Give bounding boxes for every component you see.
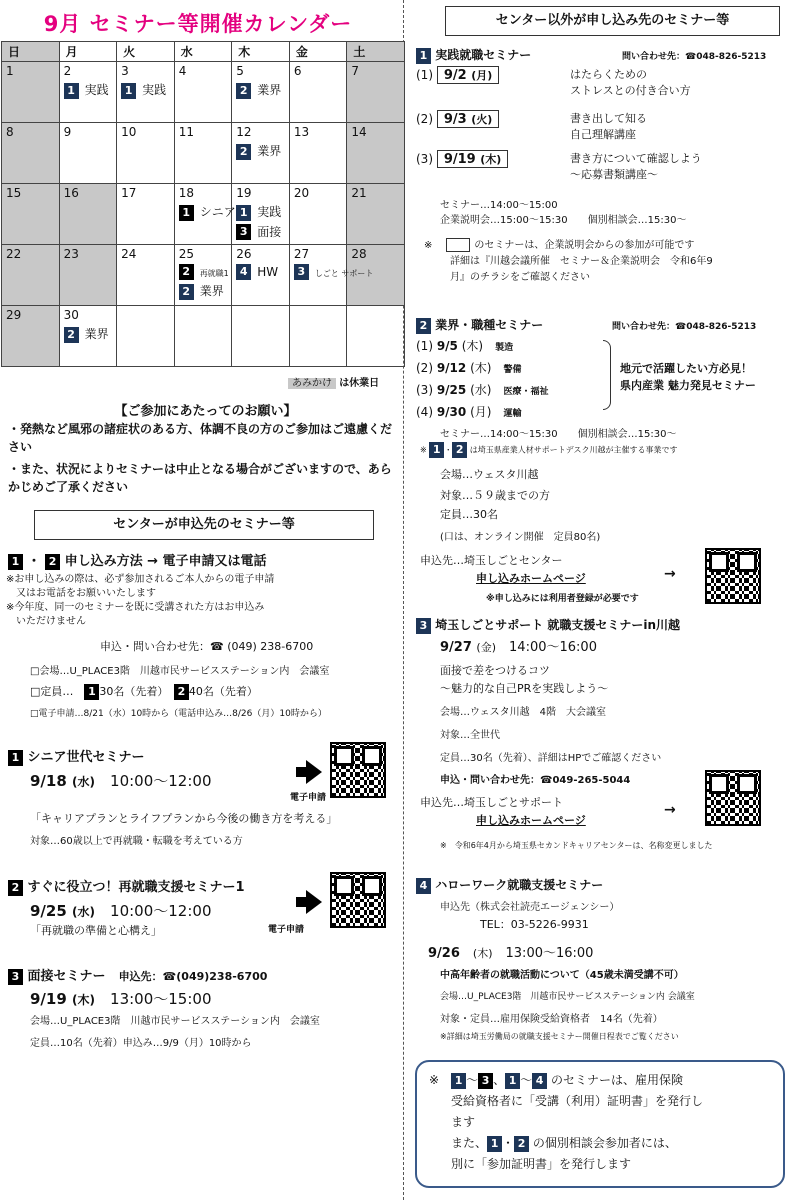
day-number: 30 (63, 308, 79, 322)
apply-method: 1 ・ 2 申し込み方法 → 電子申請又は電話 (8, 550, 267, 570)
calendar (1, 41, 405, 367)
calendar-day (2, 245, 60, 306)
contact-info: 申込・問い合わせ先：☎ (049) 238-6700 (100, 640, 314, 653)
r1-row: (3) 9/19 (木) (416, 150, 508, 168)
r2-row: (3) 9/25 (水) 医療・福祉 (416, 383, 549, 397)
day-number: 25 (178, 247, 194, 261)
seminar-senior-title: 1 シニア世代セミナー (8, 746, 145, 766)
r3-desc: 面接で差をつけるコツ (440, 664, 550, 677)
calendar-day (59, 123, 117, 184)
calendar-event: 3 面接 (236, 223, 285, 241)
day-number: 18 (178, 186, 194, 200)
seminar-senior-date: 9/18 (水) 10:00～12:00 (30, 772, 212, 790)
e-apply-info: □電子申請…8/21（水）10時から（電話申込み…8/26（月）10時から） (30, 709, 327, 719)
r2-online: (口は、オンライン開催 定員80名) (440, 532, 601, 543)
r2-note: ※ 1 ・ 2 は埼玉県産業人材サポートデスク川越が主催する事業です (420, 443, 678, 456)
calendar-header: 金 (289, 42, 347, 62)
calendar-day (174, 62, 232, 123)
r1-row: (1) 9/2 (月) (416, 66, 499, 84)
calendar-day (174, 184, 236, 245)
day-number: 7 (351, 64, 360, 78)
seminar-interview-venue: 会場…U_PLACE3階 川越市民サービスステーション内 会議室 (30, 1016, 320, 1027)
calendar-day (2, 306, 60, 367)
calendar-event: 1 実践 (121, 81, 170, 99)
day-number: 4 (178, 64, 187, 78)
certificate-notice: ※ 1 ～ 3 、 1 ～ 4 のセミナーは、雇用保険 受給資格者に「受講（利用）証明書」を発行し ます また、 1 ・ 2 の個別相談会参加者には、 別に「参加証明書」を発行します (415, 1060, 785, 1188)
legend-swatch: あみかけ (288, 378, 336, 389)
calendar-day (2, 62, 60, 123)
day-number (179, 308, 228, 323)
day-number: 14 (351, 125, 367, 139)
day-number: 28 (351, 247, 367, 261)
day-number (351, 308, 400, 323)
calendar-header: 火 (117, 42, 175, 62)
calendar-day (117, 245, 175, 306)
r4-tel: TEL：03-5226-9931 (480, 918, 589, 931)
calendar-day (2, 123, 60, 184)
day-number: 9 (63, 125, 72, 139)
calendar-day (347, 306, 405, 367)
r4-title: 4 ハローワーク就職支援セミナー (416, 876, 603, 894)
r1-desc: 書き出して知る 自己理解講座 (570, 112, 647, 141)
calendar-day (289, 62, 347, 123)
r3-cap: 定員…30名（先着）、詳細はHPでご確認ください (440, 753, 662, 764)
r2-home-link[interactable]: 申し込みホームページ (476, 572, 586, 585)
e-apply-label: 電子申請 (268, 925, 305, 935)
r4-desc: 中高年齢者の就職活動について（45歳未満受講不可） (440, 970, 684, 981)
calendar-event: 1 実践 (64, 81, 113, 99)
day-number: 15 (6, 186, 22, 200)
calendar-day (232, 184, 290, 245)
r4-date: 9/26 (木) 13:00～16:00 (428, 946, 594, 961)
calendar-header: 水 (174, 42, 232, 62)
calendar-day (347, 123, 405, 184)
r1-note: ※ のセミナーは、企業説明会からの参加が可能です (424, 240, 695, 251)
day-number: 26 (236, 247, 252, 261)
calendar-event: 1 実践 (236, 203, 285, 221)
seminar-senior-desc: 「キャリアプランとライフプランから今後の働き方を考える」 (30, 812, 338, 825)
r3-note: ※ 令和6年4月から埼玉県セカンドキャリアセンターは、名称変更しました (440, 841, 713, 850)
calendar-event: 1 シニア (179, 203, 228, 221)
apply-note: ※今年度、同一のセミナーを既に受講された方はお申込み (6, 602, 265, 613)
calendar-day (117, 306, 175, 367)
qr-code-icon[interactable] (330, 872, 386, 928)
day-number: 10 (121, 125, 137, 139)
day-number: 13 (293, 125, 310, 139)
legend-text: は休業日 (339, 378, 380, 389)
r2-time: セミナー…14:00～15:30 個別相談会…15:30～ (440, 429, 677, 440)
r1-contact: 問い合わせ先：☎048-826-5213 (622, 52, 767, 62)
seminar-interview-title: 3 面接セミナー 申込先：☎(049)238-6700 (8, 965, 267, 985)
day-number: 1 (6, 64, 14, 78)
r2-cap: 定員…30名 (440, 508, 498, 521)
day-number: 8 (6, 125, 14, 139)
day-number: 24 (121, 247, 137, 261)
r2-contact: 問い合わせ先：☎048-826-5213 (612, 322, 757, 332)
arrow-icon: → (664, 802, 676, 818)
r1-desc: 書き方について確認しよう ～応募書類講座～ (570, 152, 702, 181)
r2-row: (1) 9/5 (木) 製造 (416, 339, 514, 353)
calendar-day (59, 184, 117, 245)
day-number: 20 (293, 186, 310, 200)
capacity-info: □定員… 1 30名（先着） 2 40名（先着） (30, 685, 258, 698)
day-number (236, 308, 285, 323)
r3-apply: 申込先…埼玉しごとサポート (420, 796, 563, 809)
r3-title: 3 埼玉しごとサポート 就職支援セミナーin川越 (416, 616, 680, 634)
right-section-title: センター以外が申し込み先のセミナー等 (445, 6, 780, 36)
calendar-event: 3 しごと サポート (294, 264, 343, 280)
day-number: 3 (121, 64, 129, 78)
day-number: 23 (63, 247, 79, 261)
r3-desc: ～魅力的な自己PRを実践しよう～ (440, 682, 609, 695)
calendar-header: 月 (59, 42, 117, 62)
day-number: 2 (63, 64, 72, 78)
notice-item: ・また、状況によりセミナーは中止となる場合がございますので、あらかじめご了承ください (8, 462, 392, 494)
r1-note: 月』のチラシをご確認ください (450, 272, 590, 283)
r2-row: (2) 9/12 (木) 警備 (416, 361, 522, 375)
apply-note: ※お申し込みの際は、必ず参加されるご本人からの電子申請 (6, 574, 275, 585)
calendar-event: 2 業界 (236, 81, 285, 99)
calendar-day (232, 62, 290, 123)
r1-note: 詳細は『川越会議所催 セミナー＆企業説明会 令和6年9 (450, 256, 713, 267)
day-number: 16 (63, 186, 79, 200)
r1-title: 1 実践就職セミナー (416, 46, 531, 64)
calendar-day (117, 184, 175, 245)
r2-title: 2 業界・職種セミナー (416, 316, 543, 334)
calendar-day (59, 245, 117, 306)
day-number (121, 308, 170, 323)
seminar-interview-cap: 定員…10名（先着）申込み…9/9（月）10時から (30, 1038, 252, 1049)
r3-venue: 会場…ウェスタ川越 4階 大会議室 (440, 707, 606, 718)
r2-side: 地元で活躍したい方必見！ (620, 362, 752, 375)
day-number: 22 (6, 247, 22, 261)
seminar-interview-date: 9/19 (木) 13:00～15:00 (30, 990, 212, 1008)
notice-heading: 【ご参加にあたってのお願い】 (114, 404, 297, 419)
bracket (603, 340, 611, 410)
r4-note: ※詳細は埼玉労働局の就職支援セミナー開催日程表でご覧ください (440, 1032, 679, 1041)
day-number: 6 (293, 64, 302, 78)
page-title: 9月 セミナー等開催カレンダー (43, 12, 353, 36)
r3-date: 9/27 (金) 14:00～16:00 (440, 640, 597, 655)
day-number: 17 (121, 186, 137, 200)
day-number: 12 (236, 125, 252, 139)
calendar-day (232, 245, 290, 306)
calendar-day (117, 62, 175, 123)
qr-code-icon[interactable] (330, 742, 386, 798)
r4-venue: 会場…U_PLACE3階 川越市民サービスステーション内 会議室 (440, 992, 695, 1002)
r2-venue: 会場…ウェスタ川越 (440, 468, 539, 481)
apply-note: いただけません (16, 616, 86, 627)
r3-contact: 申込・問い合わせ先：☎049-265-5044 (440, 775, 631, 786)
r1-time2: 企業説明会…15:00～15:30 個別相談会…15:30～ (440, 215, 687, 226)
calendar-event: 2 再就職1 (179, 264, 228, 280)
day-number: 21 (351, 186, 367, 200)
calendar-event: 2 業界 (236, 142, 285, 160)
calendar-event: 2 業界 (179, 282, 228, 300)
calendar-header: 木 (232, 42, 290, 62)
calendar-day (59, 62, 117, 123)
calendar-day (174, 306, 232, 367)
arrow-icon (306, 760, 322, 784)
r2-target: 対象…５９歳までの方 (440, 489, 550, 502)
calendar-event: 2 業界 (64, 325, 113, 343)
r2-reg: ※申し込みには利用者登録が必要です (486, 594, 639, 604)
r3-target: 対象…全世代 (440, 730, 500, 741)
calendar-header: 土 (347, 42, 405, 62)
seminar-reemploy-title: 2 すぐに役立つ！再就職支援セミナー1 (8, 876, 245, 896)
r3-home-link[interactable]: 申し込みホームページ (476, 814, 586, 827)
notice-item: ・発熱など風邪の諸症状のある方、体調不良の方のご参加はご遠慮ください (8, 422, 393, 454)
e-apply-label: 電子申請 (290, 793, 327, 803)
left-section-title: センターが申込先のセミナー等 (34, 510, 374, 540)
r1-desc: はたらくための ストレスとの付き合い方 (570, 68, 691, 97)
calendar-day (117, 123, 175, 184)
calendar-header: 日 (2, 42, 60, 62)
r1-time: セミナー…14:00～15:00 (440, 200, 558, 211)
calendar-day (174, 123, 232, 184)
day-number: 29 (6, 308, 22, 322)
day-number: 19 (236, 186, 252, 200)
r4-target: 対象・定員…雇用保険受給資格者 14名（先着） (440, 1014, 663, 1025)
venue-info: □会場…U_PLACE3階 川越市民サービスステーション内 会議室 (30, 666, 330, 677)
apply-note: 又はお電話をお願いいたします (16, 588, 156, 599)
r2-side: 県内産業 魅力発見セミナー (620, 379, 756, 392)
calendar-day (174, 245, 232, 306)
legend (288, 374, 379, 389)
arrow-icon: → (664, 566, 676, 582)
calendar-day (289, 306, 347, 367)
r4-apply: 申込先（株式会社読売エージェンシー） (440, 902, 620, 913)
calendar-day (2, 184, 60, 245)
seminar-senior-target: 対象…60歳以上で再就職・転職を考えている方 (30, 836, 243, 847)
r2-row: (4) 9/30 (月) 運輸 (416, 405, 522, 419)
seminar-reemploy-date: 9/25 (水) 10:00～12:00 (30, 902, 212, 920)
calendar-day (232, 306, 290, 367)
calendar-day (232, 123, 290, 184)
qr-code-icon[interactable] (705, 548, 761, 604)
day-number (294, 308, 343, 323)
seminar-reemploy-desc: 「再就職の準備と心構え」 (30, 924, 162, 937)
calendar-day (289, 123, 347, 184)
day-number: 27 (293, 247, 310, 261)
day-number: 11 (178, 125, 194, 139)
r1-row: (2) 9/3 (火) (416, 110, 499, 128)
r2-apply: 申込先…埼玉しごとセンター (420, 554, 563, 567)
calendar-day (347, 62, 405, 123)
calendar-event: 4 HW (236, 264, 285, 280)
calendar-day (347, 184, 405, 245)
calendar-day (289, 184, 347, 245)
qr-code-icon[interactable] (705, 770, 761, 826)
arrow-icon (306, 890, 322, 914)
day-number: 5 (236, 64, 244, 78)
calendar-day (59, 306, 117, 367)
